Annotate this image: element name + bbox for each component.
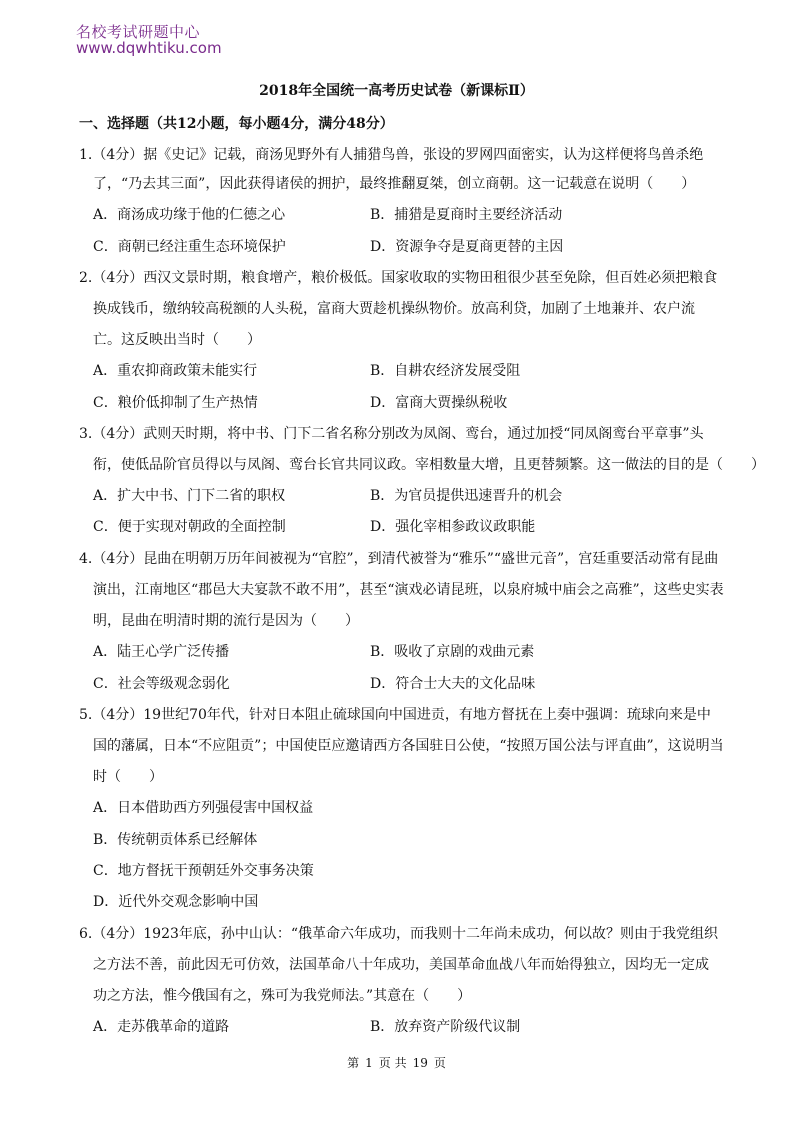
question-5-option-d[interactable]: D．近代外交观念影响中国 — [93, 894, 259, 910]
footer-prefix: 第 — [347, 1056, 360, 1070]
question-4-option-a[interactable]: A．陆王心学广泛传播 — [93, 644, 230, 660]
question-4-line-2: 演出，江南地区“郡邑大夫宴款不敢不用”，甚至“演戏必请昆班，以泉府城中庙会之高雅”，这些史实表 — [93, 582, 724, 598]
question-6-line-1: 6.（4分）1923年底，孙中山认：“俄革命六年成功，而我则十二年尚未成功，何以故？则由于我党组织 — [79, 926, 719, 942]
question-2-line-3: 亡。这反映出当时（ ） — [93, 332, 261, 348]
question-4-line-1: 4.（4分）昆曲在明朝万历年间被视为“官腔”，到清代被誉为“雅乐”“盛世元音”，宫廷重要活动常有昆曲 — [79, 551, 719, 567]
question-3-line-1: 3.（4分）武则天时期，将中书、门下二省名称分别改为凤阁、鸾台，通过加授“同凤阁鸾台平章事”头 — [79, 426, 704, 442]
watermark-name: 名校考试研题中心 — [76, 23, 201, 41]
question-3-option-c[interactable]: C．便于实现对朝政的全面控制 — [93, 519, 286, 535]
question-6-option-a[interactable]: A．走苏俄革命的道路 — [93, 1019, 230, 1035]
question-2-option-c[interactable]: C．粮价低抑制了生产热情 — [93, 395, 258, 411]
question-5-option-b[interactable]: B．传统朝贡体系已经解体 — [93, 832, 258, 848]
question-4-option-d[interactable]: D．符合士大夫的文化品味 — [370, 676, 536, 692]
page-title: 2018年全国统一高考历史试卷（新课标Ⅱ） — [259, 83, 534, 99]
question-6-line-3: 功之方法，惟今俄国有之，殊可为我党师法。”其意在（ ） — [93, 988, 472, 1004]
question-1-option-d[interactable]: D．资源争夺是夏商更替的主因 — [370, 239, 564, 255]
footer-suffix: 页 — [433, 1056, 446, 1070]
footer-mid: 页 共 — [378, 1056, 407, 1070]
question-2-line-2: 换成钱币，缴纳较高税额的人头税，富商大贾趁机操纵物价。放高利贷，加剧了土地兼并、农户流 — [93, 301, 695, 317]
question-3-line-2: 衔，使低品阶官员得以与凤阁、鸾台长官共同议政。宰相数量大增，且更替频繁。这一做法的目的是（ ） — [93, 457, 765, 473]
question-6-line-2: 之方法不善，前此因无可仿效，法国革命八十年成功，美国革命血战八年而始得独立，因均无一定成 — [93, 957, 709, 973]
question-1-option-b[interactable]: B．捕猎是夏商时主要经济活动 — [370, 207, 563, 223]
question-3-option-d[interactable]: D．强化宰相参政议政职能 — [370, 519, 536, 535]
question-1-option-c[interactable]: C．商朝已经注重生态环境保护 — [93, 239, 286, 255]
page-footer — [0, 1054, 793, 1071]
question-4-option-c[interactable]: C．社会等级观念弱化 — [93, 676, 230, 692]
question-2-option-b[interactable]: B．自耕农经济发展受阻 — [370, 363, 521, 379]
question-5-line-3: 时（ ） — [93, 769, 163, 785]
question-2-option-a[interactable]: A．重农抑商政策未能实行 — [93, 363, 258, 379]
question-3-option-a[interactable]: A．扩大中书、门下二省的职权 — [93, 488, 286, 504]
question-1-option-a[interactable]: A．商汤成功缘于他的仁德之心 — [93, 207, 286, 223]
footer-total-pages: 19 — [412, 1056, 428, 1070]
question-1-line-1: 1.（4分）据《史记》记载，商汤见野外有人捕猎鸟兽，张设的罗网四面密实，认为这样便将鸟兽杀绝 — [79, 147, 704, 163]
watermark-url: www.dqwhtiku.com — [76, 39, 222, 57]
question-5-option-c[interactable]: C．地方督抚干预朝廷外交事务决策 — [93, 863, 314, 879]
question-3-option-b[interactable]: B．为官员提供迅速晋升的机会 — [370, 488, 563, 504]
section-heading: 一、选择题（共12小题，每小题4分，满分48分） — [79, 116, 394, 132]
question-5-line-1: 5.（4分）19世纪70年代，针对日本阻止硫球国向中国进贡，有地方督抚在上奏中强调：琉球向来是中 — [79, 707, 711, 723]
question-4-line-3: 明，昆曲在明清时期的流行是因为（ ） — [93, 613, 359, 629]
question-5-line-2: 国的藩属，日本“不应阻贡”；中国使臣应邀请西方各国驻日公使，“按照万国公法与评直曲”，这说明当 — [93, 738, 724, 754]
question-6-option-b[interactable]: B．放弃资产阶级代议制 — [370, 1019, 521, 1035]
question-5-option-a[interactable]: A．日本借助西方列强侵害中国权益 — [93, 800, 314, 816]
question-4-option-b[interactable]: B．吸收了京剧的戏曲元素 — [370, 644, 535, 660]
question-2-option-d[interactable]: D．富商大贾操纵税收 — [370, 395, 508, 411]
question-2-line-1: 2.（4分）西汉文景时期，粮食增产，粮价极低。国家收取的实物田租很少甚至免除，但百姓必须把粮食 — [79, 270, 718, 286]
question-1-line-2: 了，“乃去其三面”，因此获得诸侯的拥护，最终推翻夏桀，创立商朝。这一记载意在说明（ ） — [93, 176, 696, 192]
footer-page-number: 1 — [365, 1056, 373, 1070]
